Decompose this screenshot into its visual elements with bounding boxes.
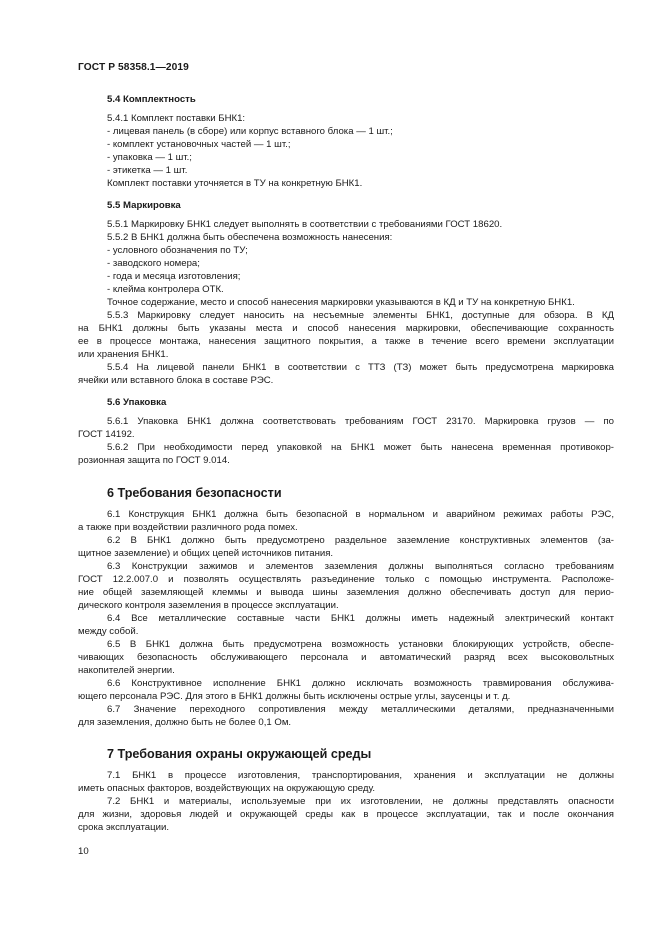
text-line: - лицевая панель (в сборе) или корпус вставного блока — 1 шт.;: [107, 126, 393, 137]
text-line: 6.7 Значение переходного сопротивления между металлическими деталями, предназначенными: [107, 704, 614, 715]
page-number: 10: [78, 846, 89, 857]
text-line: на БНК1 должны быть указаны места и способ нанесения маркировки, обеспечивающие сохранность: [78, 323, 614, 334]
text-line: 7.2 БНК1 и материалы, используемые при их изготовлении, не должны представлять опасности: [107, 796, 614, 807]
text-line: иметь опасных факторов, воздействующих на окружающую среду.: [78, 783, 376, 794]
section-heading: 5.4 Комплектность: [107, 94, 196, 105]
text-line: - года и месяца изготовления;: [107, 271, 241, 282]
text-line: щитное заземление) и общих цепей источников питания.: [78, 548, 334, 559]
text-line: срока эксплуатации.: [78, 822, 169, 833]
text-line: для заземления, должно быть не более 0,1 Ом.: [78, 717, 292, 728]
text-line: 6.2 В БНК1 должно быть предусмотрено раздельное заземление конструктивных элементов (за-: [107, 535, 614, 546]
section-heading: 5.6 Упаковка: [107, 397, 167, 408]
text-line: накопителей энергии.: [78, 665, 175, 676]
text-line: 5.5.4 На лицевой панели БНК1 в соответствии с ТТЗ (ТЗ) может быть предусмотрена маркировка: [107, 362, 614, 373]
text-line: между собой.: [78, 626, 139, 637]
text-line: - комплект установочных частей — 1 шт.;: [107, 139, 291, 150]
text-line: 5.4.1 Комплект поставки БНК1:: [107, 113, 246, 124]
section-heading: 5.5 Маркировка: [107, 200, 181, 211]
text-line: для жизни, здоровья людей и окружающей среды как в процессе эксплуатации, так и после окончания: [78, 809, 614, 820]
text-line: дического контроля заземления в процессе эксплуатации.: [78, 600, 339, 611]
text-line: 5.6.1 Упаковка БНК1 должна соответствовать требованиям ГОСТ 23170. Маркировка грузов — по: [107, 416, 614, 427]
text-line: 6.3 Конструкции зажимов и элементов заземления должны выполняться согласно требованиям: [107, 561, 614, 572]
text-line: ГОСТ 14192.: [78, 429, 135, 440]
text-line: ячейки или вставного блока в составе РЭС.: [78, 375, 274, 386]
text-line: 5.6.2 При необходимости перед упаковкой на БНК1 может быть нанесена временная противокор-: [107, 442, 614, 453]
text-line: - этикетка — 1 шт.: [107, 165, 188, 176]
text-line: ние общей заземляющей клеммы и вывода шины заземления должно обеспечивать доступ для перио-: [78, 587, 614, 598]
text-line: ющего персонала РЭС. Для этого в БНК1 должны быть исключены острые углы, заусенцы и т. д.: [78, 691, 511, 702]
text-line: чивающих безопасность обслуживающего персонала и автоматический разряд всех высоковольтных: [78, 652, 614, 663]
text-line: 6.1 Конструкция БНК1 должна быть безопасной в нормальном и аварийном режимах работы РЭС,: [107, 509, 614, 520]
text-line: Комплект поставки уточняется в ТУ на конкретную БНК1.: [107, 178, 363, 189]
text-line: 6.4 Все металлические составные части БНК1 должны иметь надежный электрический контакт: [107, 613, 614, 624]
text-line: 6.5 В БНК1 должна быть предусмотрена возможность установки блокирующих устройств, обеспе-: [107, 639, 614, 650]
section-heading: 7 Требования охраны окружающей среды: [107, 747, 372, 761]
text-line: - условного обозначения по ТУ;: [107, 245, 248, 256]
text-line: розионная защита по ГОСТ 9.014.: [78, 455, 230, 466]
text-line: - заводского номера;: [107, 258, 200, 269]
text-line: - клейма контролера ОТК.: [107, 284, 224, 295]
text-line: ГОСТ 12.2.007.0 и позволять осуществлять разъединение только с помощью инструмента. Расположе-: [78, 574, 614, 585]
text-line: Точное содержание, место и способ нанесения маркировки указываются в КД и ТУ на конкретную БНК1.: [107, 297, 575, 308]
text-line: 7.1 БНК1 в процессе изготовления, транспортирования, хранения и эксплуатации не должны: [107, 770, 614, 781]
text-line: 6.6 Конструктивное исполнение БНК1 должно исключать возможность травмирования обслужива-: [107, 678, 614, 689]
text-line: 5.5.1 Маркировку БНК1 следует выполнять в соответствии с требованиями ГОСТ 18620.: [107, 219, 503, 230]
text-line: или хранения БНК1.: [78, 349, 169, 360]
text-line: а также при воздействии различного рода помех.: [78, 522, 298, 533]
text-line: - упаковка — 1 шт.;: [107, 152, 192, 163]
text-line: ее в процессе монтажа, нанесения защитного покрытия, а также в течение всего времени эксплуатации: [78, 336, 614, 347]
document-header: ГОСТ Р 58358.1—2019: [78, 62, 189, 73]
text-line: 5.5.2 В БНК1 должна быть обеспечена возможность нанесения:: [107, 232, 393, 243]
section-heading: 6 Требования безопасности: [107, 486, 282, 500]
text-line: 5.5.3 Маркировку следует наносить на несъемные элементы БНК1, доступные для обзора. В КД: [107, 310, 614, 321]
